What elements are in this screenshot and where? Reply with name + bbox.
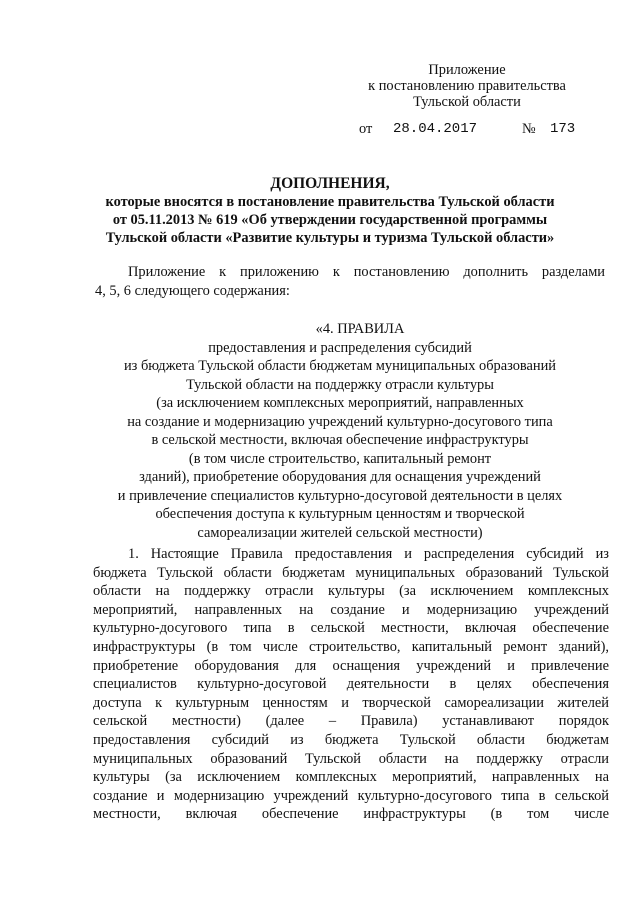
body-line: бюджета Тульской области бюджетам муниципальных образований Тульской <box>93 564 609 581</box>
appendix-block <box>352 62 582 110</box>
appendix-line-1: Приложение <box>428 62 506 78</box>
heading-line: от 05.11.2013 № 619 «Об утверждении государственной программы <box>112 212 548 228</box>
rules-line: обеспечения доступа к культурным ценностям и творческой <box>155 506 525 522</box>
appendix-line-3: Тульской области <box>413 94 521 110</box>
body-line: области на поддержку отрасли культуры (за исключением комплексных <box>93 583 609 600</box>
heading-line: которые вносятся в постановление правительства Тульской области <box>105 194 555 210</box>
body-line: инфраструктуры (в том числе строительство, капитальный ремонт зданий), <box>93 638 609 655</box>
rules-line: предоставления и распределения субсидий <box>208 339 472 356</box>
body-line: предоставления субсидий из бюджета Тульской области бюджетам <box>93 731 609 748</box>
body-line: культуры (за исключением комплексных мероприятий, направленных на <box>93 769 609 786</box>
body-line: 1. Настоящие Правила предоставления и распределения субсидий из <box>128 546 609 562</box>
body-line: приобретение оборудования для оснащения учреждений и привлечение <box>93 657 609 674</box>
body-line: доступа к культурным ценностям и творческой самореализации жителей <box>93 694 609 711</box>
rules-title: «4. ПРАВИЛА <box>315 321 405 337</box>
rules-line: из бюджета Тульской области бюджетам муниципальных образований <box>123 358 557 374</box>
rules-line: (за исключением комплексных мероприятий, направленных <box>156 395 524 411</box>
date-prefix: от <box>359 121 373 137</box>
rules-line: самореализации жителей сельской местности) <box>197 524 483 541</box>
intro-line-1: Приложение к приложению к постановлению дополнить разделами <box>128 264 605 280</box>
document-heading <box>60 175 600 247</box>
body-line: сельской местности) (далее – Правила) устанавливают порядок <box>93 713 609 730</box>
body-line: местности, включая обеспечение инфраструктуры (в том числе <box>93 806 609 823</box>
intro-line-2: 4, 5, 6 следующего содержания: <box>95 283 290 299</box>
rules-line: и привлечение специалистов культурно-досуговой деятельности в целях <box>117 487 563 504</box>
rules-heading <box>60 320 620 542</box>
number-sign: № <box>522 121 536 137</box>
appendix-line-2: к постановлению правительства <box>368 78 566 94</box>
body-line: муниципальных образований Тульской области на поддержку отрасли <box>93 750 609 767</box>
body-paragraph <box>93 545 609 824</box>
body-line: специалистов культурно-досуговой деятельности в целях обеспечения <box>93 676 609 693</box>
body-line: мероприятий, направленных на создание и модернизацию учреждений <box>93 601 609 618</box>
rules-line: на создание и модернизацию учреждений культурно-досугового типа <box>127 413 553 430</box>
heading-title: ДОПОЛНЕНИЯ, <box>270 175 390 192</box>
heading-line: Тульской области «Развитие культуры и туризма Тульской области» <box>105 230 555 246</box>
body-line: культурно-досугового типа в сельской местности, включая обеспечение <box>93 620 609 637</box>
rules-line: зданий), приобретение оборудования для оснащения учреждений <box>139 469 541 485</box>
body-line: создание и модернизацию учреждений культурно-досугового типа в сельской <box>93 787 609 804</box>
document-number: 173 <box>550 121 576 137</box>
rules-line: Тульской области на поддержку отрасли культуры <box>186 376 494 393</box>
document-date: 28.04.2017 <box>393 121 478 137</box>
rules-line: в сельской местности, включая обеспечение инфраструктуры <box>151 432 529 448</box>
rules-line: (в том числе строительство, капитальный ремонт <box>188 450 492 467</box>
